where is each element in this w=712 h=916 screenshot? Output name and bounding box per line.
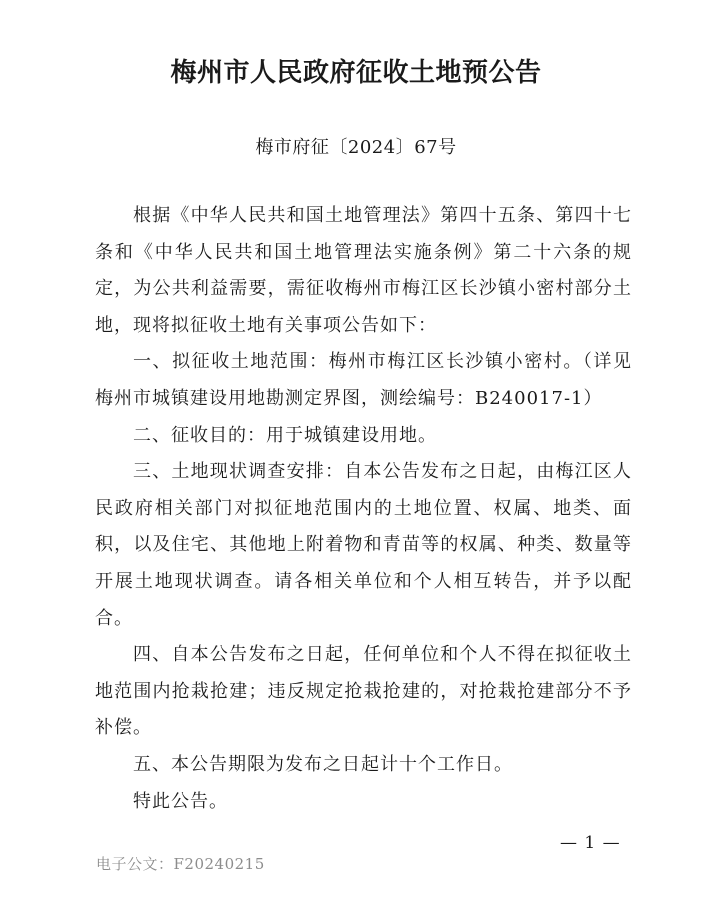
- paragraph-intro: 根据《中华人民共和国土地管理法》第四十五条、第四十七条和《中华人民共和国土地管理法实施条例》第二十六条的规定，为公共利益需要，需征收梅州市梅江区长沙镇小密村部分土地，现将拟征收土地有关事项公告如下：: [95, 205, 632, 336]
- page-title: 梅州市人民政府征收土地预公告: [170, 58, 542, 88]
- paragraph-item-3-survey: 三、土地现状调查安排：自本公告发布之日起，由梅江区人民政府相关部门对拟征地范围内的土地位置、权属、地类、面积，以及住宅、其他地上附着物和青苗等的权属、种类、数量等开展土地现状调查。请各相关单位和个人相互转告，并予以配合。: [95, 461, 632, 629]
- paragraph-item-5-period: 五、本公告期限为发布之日起计十个工作日。: [133, 753, 513, 775]
- paragraph-closing: 特此公告。: [133, 790, 228, 812]
- electronic-document-id: 电子公文：F20240215: [96, 855, 265, 873]
- document-number: 梅市府征〔2024〕67号: [255, 137, 457, 158]
- paragraph-item-2-purpose: 二、征收目的：用于城镇建设用地。: [133, 424, 437, 446]
- paragraph-item-4-prohibition: 四、自本公告发布之日起，任何单位和个人不得在拟征收土地范围内抢栽抢建；违反规定抢栽抢建的，对抢栽抢建部分不予补偿。: [95, 644, 632, 739]
- document-body: [95, 198, 632, 820]
- page-number: — 1 —: [560, 833, 621, 853]
- paragraph-item-1-scope: 一、拟征收土地范围：梅州市梅江区长沙镇小密村。（详见梅州市城镇建设用地勘测定界图，测绘编号：B240017-1）: [95, 351, 632, 409]
